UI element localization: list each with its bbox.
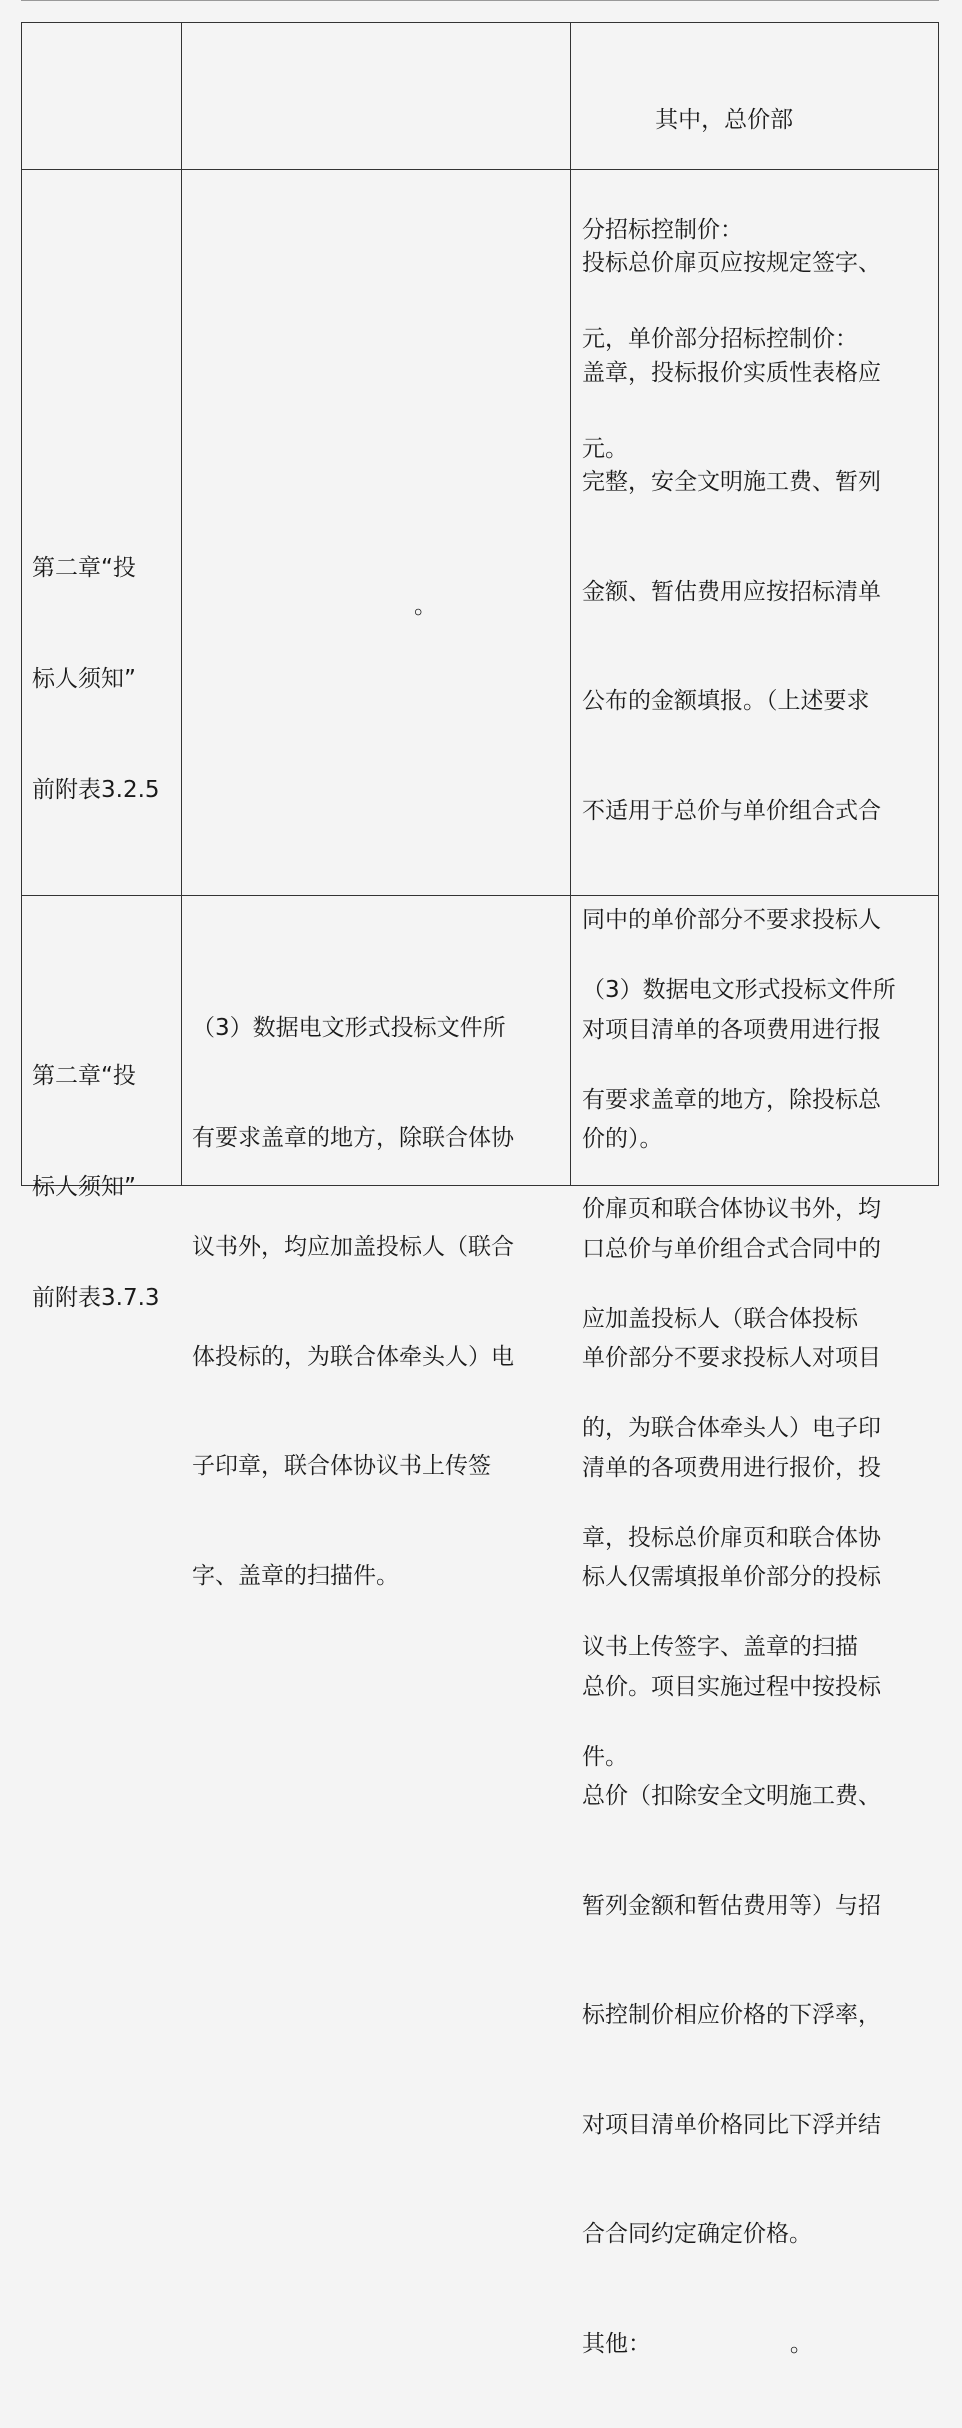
text-line: 章，投标总价扉页和联合体协 <box>582 1524 881 1551</box>
text-line: 前附表3.7.3 <box>32 1285 160 1311</box>
revised-text <box>582 899 932 1848</box>
text-line: 体投标的，为联合体牵头人）电 <box>192 1343 514 1370</box>
text-line: 议书外，均应加盖投标人（联合 <box>192 1234 514 1260</box>
text-line: 第二章“投 <box>32 1063 136 1089</box>
text-line: 总价（扣除安全文明施工费、 <box>582 1783 881 1809</box>
text-line: 价的）。 <box>582 1126 663 1152</box>
original-text-cell <box>182 23 571 169</box>
text-line: 合合同约定确定价格。 <box>582 2221 812 2247</box>
original-text <box>192 937 562 1667</box>
text-line: 的，为联合体牵头人）电子印 <box>582 1415 881 1441</box>
original-text <box>414 515 454 698</box>
text-line: 第二章“投 <box>32 555 136 581</box>
text-line: 对项目清单价格同比下浮并结 <box>582 2111 881 2138</box>
row-label <box>32 984 177 1391</box>
text-line: 暂列金额和暂估费用等）与招 <box>582 1892 881 1919</box>
text-line: 件。 <box>582 1743 628 1770</box>
text-line: 分招标控制价： <box>582 216 743 243</box>
text-line: 元。 <box>582 435 628 462</box>
text-line: 同中的单价部分不要求投标人 <box>582 907 881 933</box>
text-line: 元，单价部分招标控制价： <box>582 326 858 352</box>
text-line: 不适用于总价与单价组合式合 <box>582 797 881 824</box>
text-line: 有要求盖章的地方，除联合体协 <box>192 1124 514 1151</box>
text-line: 公布的金额填报。（上述要求 <box>582 688 870 714</box>
text-line: 金额、暂估费用应按招标清单 <box>582 578 881 605</box>
text-line: 字、盖章的扫描件。 <box>192 1562 399 1589</box>
text-line: 口总价与单价组合式合同中的 <box>582 1235 881 1262</box>
text-line: （3）数据电文形式投标文件所 <box>192 1015 506 1041</box>
text-line: 标人须知” <box>32 1174 136 1200</box>
text-line: 对项目清单的各项费用进行报 <box>582 1016 881 1043</box>
text-line: 清单的各项费用进行报价，投 <box>582 1454 881 1481</box>
text-line: 价扉页和联合体协议书外，均 <box>582 1196 881 1222</box>
row-label-cell <box>22 896 182 1311</box>
row-label-cell <box>22 23 182 169</box>
original-text-cell <box>182 170 571 895</box>
text-line: 前附表3.2.5 <box>32 777 160 803</box>
text-line: 有要求盖章的地方，除投标总 <box>582 1086 881 1113</box>
row-label <box>32 476 177 883</box>
text-line: 标人仅需填报单价部分的投标 <box>582 1564 881 1590</box>
text-line: （3）数据电文形式投标文件所 <box>582 977 896 1003</box>
text-line: 投标总价扉页应按规定签字、 <box>582 250 881 276</box>
text-line: 应加盖投标人（联合体投标 <box>582 1305 858 1332</box>
text-line: 子印章，联合体协议书上传签 <box>192 1453 491 1479</box>
text-line: 盖章，投标报价实质性表格应 <box>582 359 881 386</box>
text-line: 其他： 。 <box>582 2330 813 2357</box>
text-line: 。 <box>414 593 437 619</box>
text-line: 议书上传签字、盖章的扫描 <box>582 1634 858 1660</box>
text-line: 其中，总价部 <box>582 107 794 133</box>
row-label-cell <box>22 170 182 895</box>
text-line: 标人须知” <box>32 666 136 692</box>
text-line: 完整，安全文明施工费、暂列 <box>582 469 881 495</box>
table-top-edge <box>21 0 939 3</box>
text-line: 标控制价相应价格的下浮率， <box>582 2002 881 2028</box>
text-line: 总价。项目实施过程中按投标 <box>582 1673 881 1700</box>
original-text-cell <box>182 896 571 1589</box>
text-line: 单价部分不要求投标人对项目 <box>582 1345 881 1371</box>
comparison-table <box>21 22 939 2357</box>
